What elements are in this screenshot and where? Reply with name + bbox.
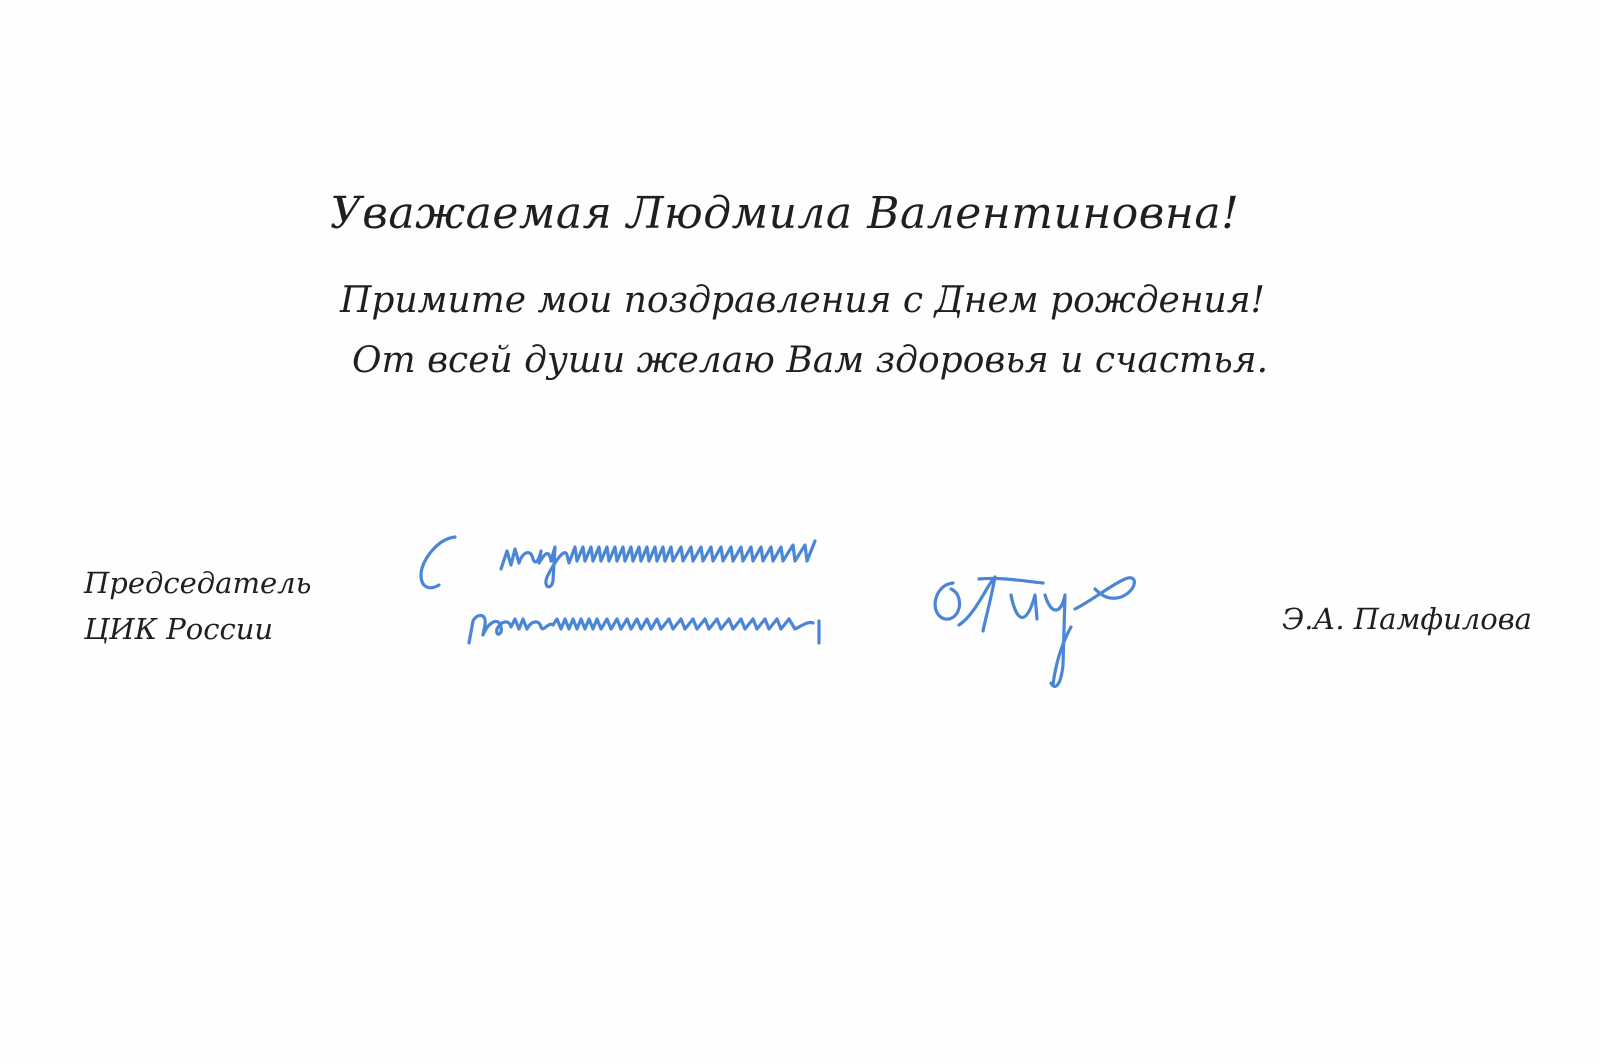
position-title: Председатель: [84, 566, 312, 600]
wishes-line: От всей души желаю Вам здоровья и счастья.: [352, 340, 1269, 381]
signer-position: [84, 560, 311, 652]
signature-mark: [925, 555, 1165, 705]
handwritten-note: [415, 525, 835, 665]
position-organization: ЦИК России: [84, 612, 274, 646]
greeting-heading: Уважаемая Людмила Валентиновна!: [330, 188, 1240, 239]
congratulation-line: Примите мои поздравления с Днем рождения!: [340, 280, 1266, 321]
signer-name: Э.А. Памфилова: [1282, 602, 1532, 636]
